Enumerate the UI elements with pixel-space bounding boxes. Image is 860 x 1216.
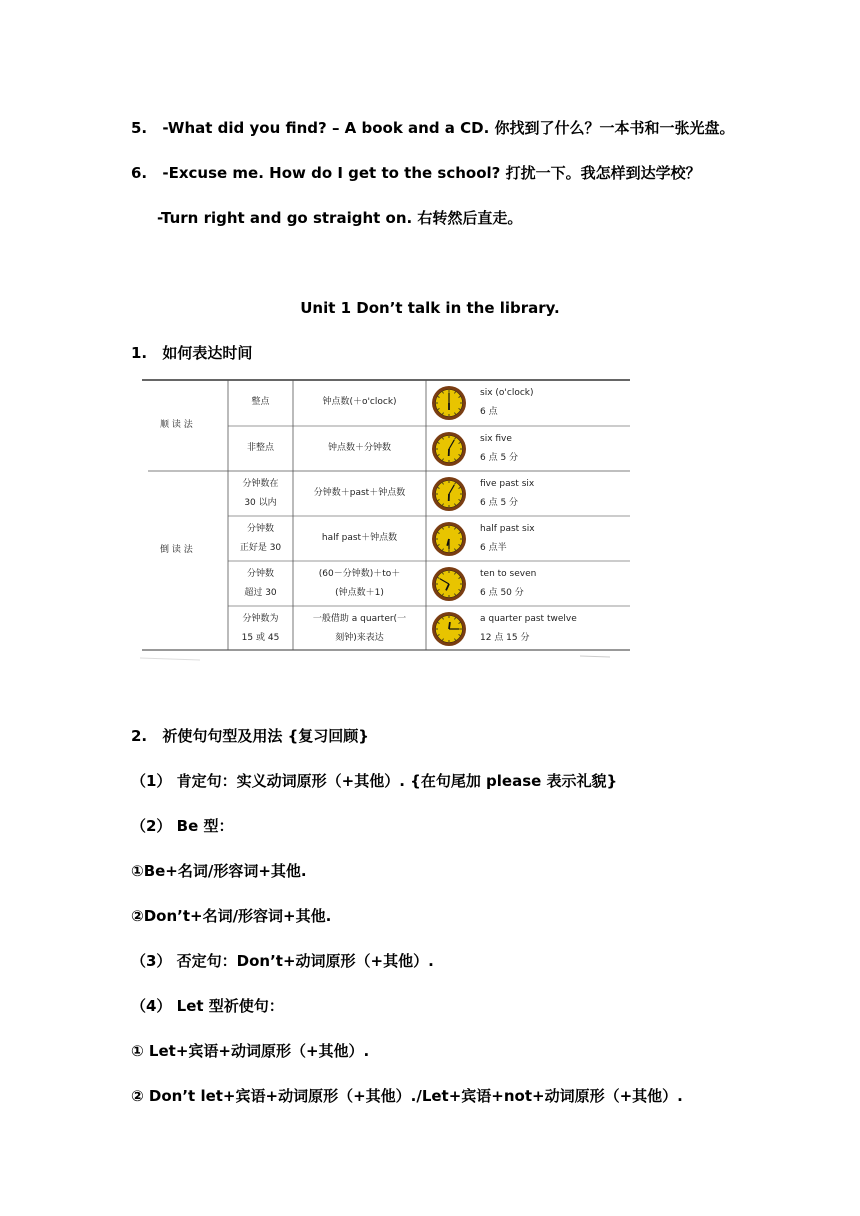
section-1-heading <box>131 343 252 363</box>
table-example-cell-line: 6 点 5 分 <box>480 497 519 508</box>
table-rule-cell <box>293 442 426 455</box>
line-6 <box>131 163 701 183</box>
table-example-cell-line: a quarter past twelve <box>480 613 577 624</box>
rule-let-type: （4） Let 型祈使句： <box>131 997 284 1015</box>
clock-hour-hand <box>449 622 450 629</box>
clock-icon <box>431 385 467 421</box>
clock-icon <box>431 521 467 557</box>
clock-icon <box>431 566 467 602</box>
table-example-cell-line: half past six <box>480 523 535 534</box>
rule-let-type-a: ① Let+宾语+动词原形（+其他）. <box>131 1042 370 1060</box>
table-example-cell-line: ten to seven <box>480 568 537 579</box>
time-expression-table <box>140 378 632 662</box>
table-condition-cell <box>228 523 293 555</box>
table-condition-cell-line: 15 或 45 <box>241 632 280 643</box>
rule-be-type: （2） Be 型： <box>131 817 234 835</box>
section-1-title: 如何表达时间 <box>162 344 253 362</box>
table-condition-cell-line: 分钟数 <box>246 568 274 579</box>
table-condition-cell-line: 正好是 30 <box>239 542 282 553</box>
table-example-cell-line: six (o'clock) <box>480 387 534 398</box>
table-example-cell-line: 12 点 15 分 <box>480 632 530 643</box>
table-rule-cell-line: (60－分钟数)＋to＋ <box>318 568 401 579</box>
table-rule-cell-line: 钟点数(＋o'clock) <box>322 397 397 407</box>
table-rule-cell <box>293 487 426 500</box>
table-condition-cell-line: 30 以内 <box>244 497 277 508</box>
line-5 <box>131 118 735 138</box>
table-condition-cell-line: 分钟数 <box>246 523 274 534</box>
table-condition-cell <box>228 396 293 409</box>
table-example-cell <box>480 387 630 419</box>
table-example-cell-line: five past six <box>480 478 535 489</box>
line-6-answer: -Turn right and go straight on. 右转然后直走。 <box>157 209 523 227</box>
table-example-cell-line: 6 点半 <box>480 542 507 553</box>
table-condition-cell-line: 分钟数为 <box>242 613 279 624</box>
table-rule-cell <box>293 568 426 600</box>
line-5-text: -What did you find? – A book and a CD. 你找到了什么？一本书和一张光盘。 <box>162 119 735 137</box>
table-example-cell-line: 6 点 50 分 <box>480 587 524 598</box>
clock-icon <box>431 476 467 512</box>
clock-icon <box>431 431 467 467</box>
rule-let-type-b: ② Don’t let+宾语+动词原形（+其他）./Let+宾语+not+动词原形（+其他）. <box>131 1087 683 1105</box>
table-example-cell <box>480 433 630 465</box>
rule-be-type-b: ②Don’t+名词/形容词+其他. <box>131 907 332 925</box>
table-condition-cell <box>228 613 293 645</box>
table-condition-cell-line: 非整点 <box>246 443 274 453</box>
unit-title: Unit 1 Don’t talk in the library. <box>300 299 560 317</box>
table-example-cell-line: 6 点 5 分 <box>480 452 519 463</box>
line-6-number: 6. <box>131 164 148 182</box>
table-rule-cell-line: 钟点数＋分钟数 <box>327 443 391 453</box>
table-condition-cell <box>228 568 293 600</box>
table-condition-cell <box>228 478 293 510</box>
table-rule-cell <box>293 532 426 545</box>
line-5-number: 5. <box>131 119 148 137</box>
section-2-number: 2. <box>131 727 148 745</box>
table-example-cell-line: six five <box>480 433 512 444</box>
table-rule-cell-line: 刻钟)来表达 <box>335 632 384 643</box>
table-rule-cell <box>293 613 426 645</box>
line-6-text: -Excuse me. How do I get to the school? 打扰一下。我怎样到达学校？ <box>162 164 701 182</box>
table-rule-cell <box>293 396 426 409</box>
table-rule-cell-line: half past＋钟点数 <box>321 533 398 543</box>
table-rule-cell-line: 分钟数＋past＋钟点数 <box>313 488 406 498</box>
table-rule-cell-line: (钟点数＋1) <box>335 587 384 598</box>
table-example-cell-line: 6 点 <box>480 406 498 417</box>
table-condition-cell-line: 分钟数在 <box>242 478 279 489</box>
section-1-number: 1. <box>131 344 148 362</box>
section-2-heading <box>131 726 369 746</box>
rule-affirmative: （1） 肯定句：实义动词原形（+其他）. {在句尾加 please 表示礼貌} <box>131 772 618 790</box>
table-example-cell <box>480 523 630 555</box>
table-rule-cell-line: 一般借助 a quarter(一 <box>312 613 407 624</box>
table-example-cell <box>480 568 630 600</box>
rule-be-type-a: ①Be+名词/形容词+其他. <box>131 862 307 880</box>
table-example-cell <box>480 478 630 510</box>
table-condition-cell-line: 整点 <box>251 397 270 407</box>
group-label-reverse: 倒 读 法 <box>160 545 193 555</box>
rule-negative: （3） 否定句：Don’t+动词原形（+其他）. <box>131 952 434 970</box>
table-condition-cell <box>228 442 293 455</box>
section-2-title: 祈使句句型及用法 {复习回顾} <box>162 727 369 745</box>
table-condition-cell-line: 超过 30 <box>244 587 277 598</box>
group-label-forward: 顺 读 法 <box>160 420 193 430</box>
table-example-cell <box>480 613 630 645</box>
clock-icon <box>431 611 467 647</box>
